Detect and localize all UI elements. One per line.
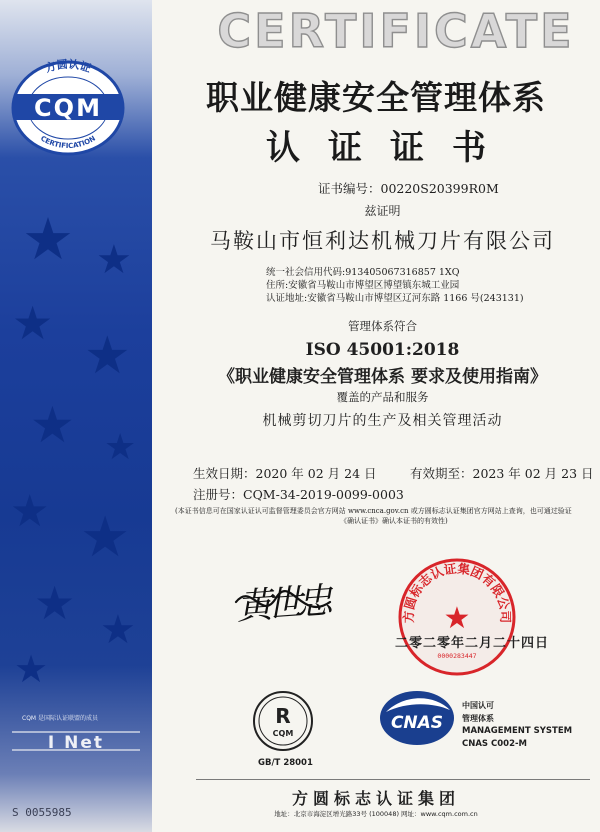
company-name: 马鞍山市恒利达机械刀片有限公司 xyxy=(210,229,555,253)
certified-address: 认证地址:安徽省马鞍山市博望区辽河东路 1166 号(243131) xyxy=(266,293,524,304)
verification-note: (本证书信息可在国家认证认可监督管理委员会官方网站 www.cnca.gov.cn 或方圆标志认证集团官方网站上查询，也可通过验证 xyxy=(175,507,572,515)
logo-mark: CQM xyxy=(34,94,102,122)
certificate-wordmark: CERTIFICATE xyxy=(217,4,575,58)
expiry-date: 有效期至：2023 年 02 月 23 日 xyxy=(410,466,594,481)
iqnet-logo xyxy=(6,722,146,758)
effective-date: 生效日期：2020 年 02 月 24 日 xyxy=(193,466,377,481)
cnas-line4: CNAS C002-M xyxy=(462,739,527,749)
registration-number: 注册号：CQM-34-2019-0099-0003 xyxy=(193,487,404,502)
certificate-number: 证书编号：00220S20399R0M xyxy=(318,181,499,196)
cnas-line3: MANAGEMENT SYSTEM xyxy=(462,726,573,736)
signature xyxy=(222,572,342,634)
serial-number: S 0055985 xyxy=(12,806,72,819)
organization-name: 方圆标志认证集团 xyxy=(291,789,460,808)
star-icon: ★ xyxy=(100,607,136,653)
certification-scope: 机械剪切刀片的生产及相关管理活动 xyxy=(262,413,503,429)
star-icon: ★ xyxy=(104,427,137,468)
cnas-logo xyxy=(378,688,456,748)
cnas-text: CNAS xyxy=(390,713,444,733)
r-letter: R xyxy=(275,704,291,728)
certificate-title: 职业健康安全管理体系 xyxy=(206,78,546,117)
conform-label: 管理体系符合 xyxy=(348,319,417,333)
star-icon: ★ xyxy=(30,396,75,454)
logo-bottom-text: CERTIFICATION xyxy=(39,134,97,151)
certificate-subtitle: 认证证书 xyxy=(266,128,514,168)
cnas-line2: 管理体系 xyxy=(462,714,494,723)
star-icon: ★ xyxy=(22,205,74,273)
credit-code: 统一社会信用代码:913405067316857 1XQ xyxy=(266,267,460,278)
star-icon: ★ xyxy=(34,576,76,630)
standard-name: 《职业健康安全管理体系 要求及使用指南》 xyxy=(218,367,547,387)
r-cqm-mark xyxy=(252,690,314,752)
company-address: 住所:安徽省马鞍山市博望区博望镇东城工业园 xyxy=(266,280,460,291)
iqnet-text: I Net xyxy=(47,733,105,753)
seal-number: 0000283447 xyxy=(437,652,477,660)
covers-label: 覆盖的产品和服务 xyxy=(336,390,429,404)
standard-code: ISO 45001:2018 xyxy=(305,340,460,360)
cqm-logo xyxy=(8,58,128,158)
gbt-label: GB/T 28001 xyxy=(258,758,313,768)
star-icon: ★ xyxy=(96,237,132,283)
star-icon: ★ xyxy=(14,647,49,691)
organization-address: 地址：北京市海淀区增光路33号 (100048) 网址：www.cqm.com.cn xyxy=(274,810,478,818)
footer-divider xyxy=(196,779,590,780)
certify-label: 兹证明 xyxy=(364,204,401,218)
r-caption: CQM xyxy=(272,729,294,738)
star-icon: ★ xyxy=(10,486,50,537)
seal-ring-text: 方圆标志认证集团有限公司 xyxy=(400,560,514,624)
star-icon: ★ xyxy=(84,326,131,386)
seal-star-icon: ★ xyxy=(443,601,471,636)
issue-date: 二零二零年二月二十四日 xyxy=(395,636,550,651)
signature-text: 黄世忠 xyxy=(235,580,328,629)
star-icon: ★ xyxy=(12,296,54,350)
star-icon: ★ xyxy=(80,505,131,570)
company-seal xyxy=(396,556,518,678)
iqnet-caption: CQM 是国际认证联盟的成员 xyxy=(22,715,98,722)
cnas-line1: 中国认可 xyxy=(462,701,494,710)
logo-top-text: 方圆认证 xyxy=(43,58,93,76)
verification-note-2: 《确认证书》确认本证书的有效性) xyxy=(340,517,448,525)
